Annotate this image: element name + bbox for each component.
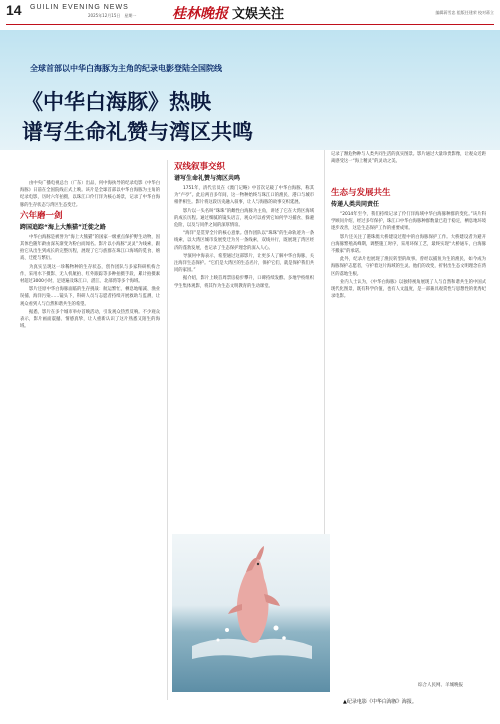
paragraph: 据悉，影片在多个城市举办首映活动，引发观众热烈反响。不少观众表示，影片画面震撼、情感真挚，让人重新认识了这片熟悉又陌生的海域。: [20, 309, 160, 330]
article-column-3: [331, 186, 486, 301]
photo-caption: ▲纪录电影《中华白海豚》海报。: [343, 699, 417, 705]
article-column-2: [174, 160, 314, 291]
article-column-1: [20, 180, 160, 331]
paragraph: “海洋”是贯穿全片的核心意象。创作团队以“珠珠”的生命轨迹为一条线索，以大湾区城市发展变迁为另一条线索，双线并行，既展现了湾区经济的蓬勃发展，也记录了生态保护理念的深入人心。: [174, 231, 314, 251]
article-column-3-top: [331, 151, 486, 166]
paragraph: “2014年至今，我们持续记录了伶仃洋海域中华白海豚种群的变化。”该片科学顾问介绍，经过多年保护，珠江口中华白海豚种群数量已趋于稳定，栖息地环境逐步改善，这是生态保护工作的重要成果。: [331, 212, 486, 232]
paragraph: 导演何中海表示，希望通过这部影片，让更多人了解中华白海豚，关注海洋生态保护。“它们是大湾区的生态名片，保护它们，就是保护我们共同的家园。”: [174, 253, 314, 274]
section-name: 文娱关注: [232, 7, 285, 22]
paragraph: 影片还原中华白海豚面临的生存挑战：航运繁忙、栖息地缩减、渔业误捕、海洋污染……镜头下，科研人员与志愿者持续开展救助与监测，让观众看到人与自然和谐共生的希望。: [20, 287, 160, 307]
subheading-secondary: 跨国追踪“海上大熊猫”迁徙之路: [20, 223, 106, 231]
dolphin-photo-illustration: [172, 534, 330, 692]
paragraph: 中华白海豚是被誉为“海上大熊猫”的国家一级重点保护野生动物，因其体色随年龄由深灰渐变为粉白而闻名。影片以小海豚“灵灵”为线索，跟拍它从出生到成长的完整历程，展现了它与族群在珠江口海域的觅食、嬉戏、迁徙与繁衍。: [20, 234, 160, 262]
paragraph: 1751年，清代官员在《澳门记略》中首次记载了中华白海豚，称其为“卢亭”。此后两百多年间，这一物种始终与珠江口的渔民、港口与城市相伴相生。影片将这段历史融入叙事，让人与海豚的故事交织延展。: [174, 186, 314, 206]
paper-logo: 桂林晚报: [172, 6, 228, 22]
page-number: 14: [6, 2, 22, 18]
header-divider: [6, 24, 494, 25]
headline-line-2: 谱写生命礼赞与湾区共鸣: [22, 120, 253, 144]
paragraph: 为真实呈现这一珍稀物种的生存状态，创作团队与多家科研机构合作，采用水下摄影、无人机航拍、红外跟踪等多种拍摄手段，累计拍摄素材超过3000小时，足迹遍及珠江口、湛江、北部湾等多个海域。: [20, 264, 160, 285]
paragraph: 影片还关注了港珠澳大桥建设过程中的白海豚保护工作。大桥建设者为避开白海豚繁殖高峰期，调整施工时序，采用环保工艺，最终实现“大桥通车，白海豚不搬家”的承诺。: [331, 234, 486, 255]
editors-line: 编辑蒋雪忠 组版任建荣 校对蒋立: [435, 10, 494, 15]
dolphin-photo: [172, 534, 330, 692]
headline-line-1: 《中华白海豚》热映: [22, 90, 211, 114]
paragraph: 影片以一头名叫“珠珠”的雌性白海豚为主角，讲述了它在大湾区海域的成长历程。通过细腻的镜头语言，观众可以看到它如何学习捕食、躲避危险，以及与同伴之间的深厚情谊。: [174, 208, 314, 229]
subheading-secondary: 谱写生命礼赞与湾区共鸣: [174, 175, 241, 182]
intro-paragraph: 由中央广播电视总台（广东）出品，何中海执导的纪录电影《中华白海豚》日前在全国院线正式上映。该片是全球首部以中华白海豚为主角的纪录电影，历时六年拍摄，以珠江口伶仃洋为核心场景，记录了中华白海豚的生存状态与湾区生态变迁。: [20, 181, 160, 208]
paragraph: 记录了濒危物种与人类共同生活的真实图景。影片通过大量珍贵影像，让观众近距离感受这一“海上精灵”的灵动之美。: [331, 152, 486, 165]
subheading-secondary: 传递人类共同责任: [331, 201, 380, 208]
paragraph: 业内人士认为，《中华白海豚》以独特视角展现了人与自然和谐共生的中国式现代化图景，既有科学价值，也有人文温度，是一部兼具观赏性与思想性的优秀纪录电影。: [331, 279, 486, 300]
subheading: 双线叙事交织: [174, 162, 226, 172]
paragraph: 此外，纪录片也展现了渔民转型的故事。曾经以捕鱼为生的渔民，如今成为海豚保护志愿者，守护着这片海域的生灵。他们的改变，折射出生态文明理念在湾区的落地生根。: [331, 257, 486, 277]
issue-date: 2025年12月15日 星期一: [88, 13, 137, 18]
paper-name-en: GUILIN EVENING NEWS: [30, 4, 129, 11]
kicker: 全球首部以中华白海豚为主角的纪录电影登陆全国院线: [30, 64, 222, 73]
paragraph: 据介绍，影片上映首周票房稳步攀升，口碑持续发酵。多地学校组织学生集体观影，将其作为生态文明教育的生动课堂。: [174, 276, 314, 289]
column-divider: [167, 160, 168, 700]
photo-credit: 综合人民网、羊城晚报: [418, 683, 463, 688]
subheading: 六年磨一剑: [20, 210, 63, 221]
subheading: 生态与发展共生: [331, 188, 391, 198]
